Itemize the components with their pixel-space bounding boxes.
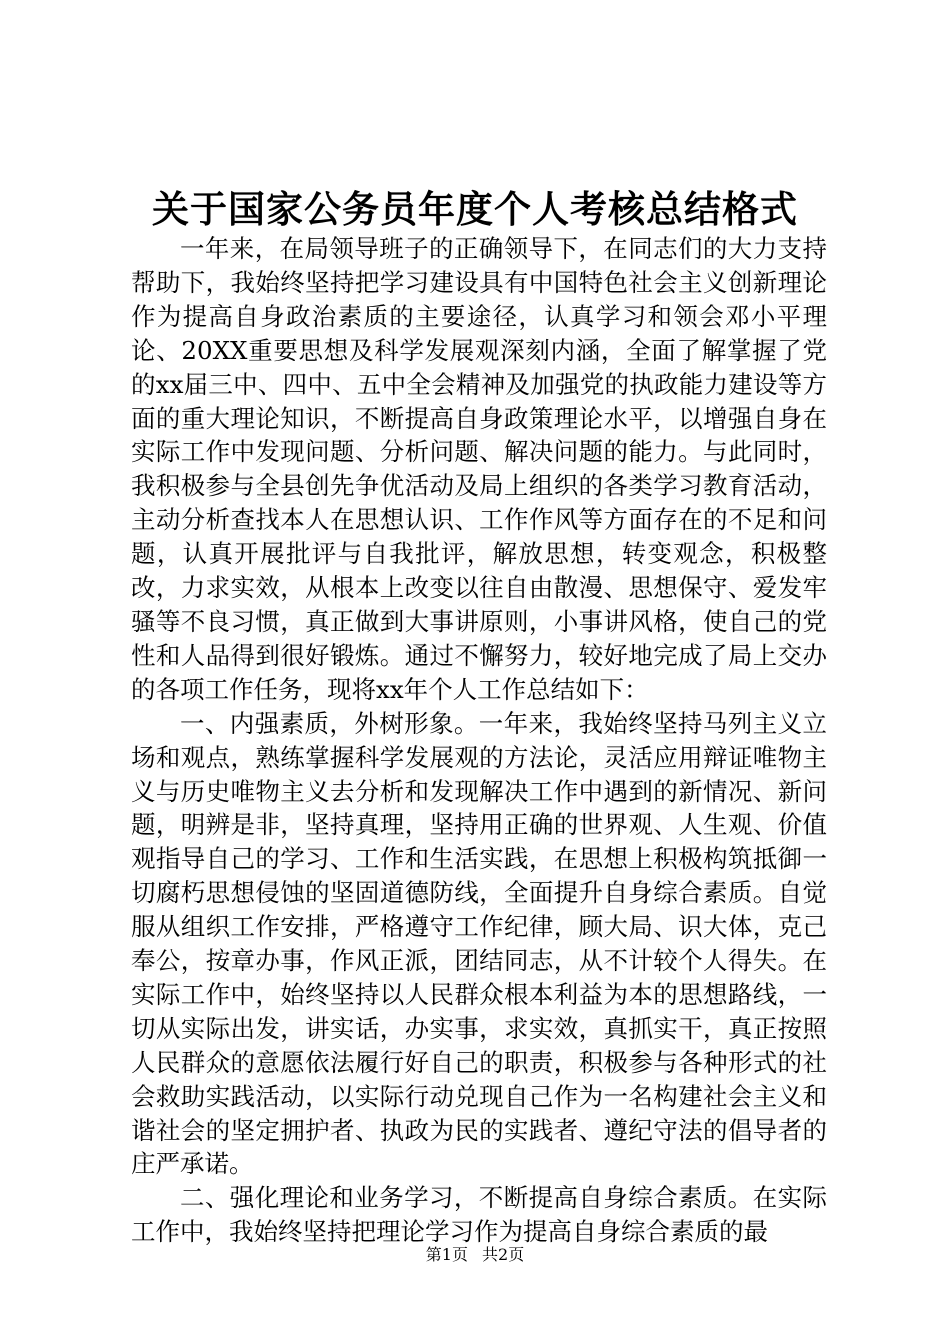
paragraph-intro: 一年来，在局领导班子的正确领导下，在同志们的大力支持帮助下，我始终坚持把学习建设具有中国特色社会主义创新理论作为提高自身政治素质的主要途径，认真学习和领会邓小平理论、20XX重要思想及科学发展观深刻内涵，全面了解掌握了党的xx届三中、四中、五中全会精神及加强党的执政能力建设等方面的重大理论知识，不断提高自身政策理论水平，以增强自身在实际工作中发现问题、分析问题、解决问题的能力。与此同时，我积极参与全县创先争优活动及局上组织的各类学习教育活动，主动分析查找本人在思想认识、工作作风等方面存在的不足和问题，认真开展批评与自我批评，解放思想，转变观念，积极整改，力求实效，从根本上改变以往自由散漫、思想保守、爱发牢骚等不良习惯，真正做到大事讲原则，小事讲风格，使自己的党性和人品得到很好锻炼。通过不懈努力，较好地完成了局上交办的各项工作任务，现将xx年个人工作总结如下：	[131, 234, 827, 704]
paragraph-section-1: 一、内强素质，外树形象。一年来，我始终坚持马列主义立场和观点，熟练掌握科学发展观的方法论，灵活应用辩证唯物主义与历史唯物主义去分析和发现解决工作中遇到的新情况、新问题，明辨是非，坚持真理，坚持用正确的世界观、人生观、价值观指导自己的学习、工作和生活实践，在思想上积极构筑抵御一切腐朽思想侵蚀的坚固道德防线，全面提升自身综合素质。自觉服从组织工作安排，严格遵守工作纪律，顾大局、识大体，克己奉公，按章办事，作风正派，团结同志，从不计较个人得失。在实际工作中，始终坚持以人民群众根本利益为本的思想路线，一切从实际出发，讲实话，办实事，求实效，真抓实干，真正按照人民群众的意愿依法履行好自己的职责，积极参与各种形式的社会救助实践活动，以实际行动兑现自己作为一名构建社会主义和谐社会的坚定拥护者、执政为民的实践者、遵纪守法的倡导者的庄严承诺。	[131, 708, 827, 1179]
page-number: 第1页	[425, 1245, 468, 1264]
page-total: 共2页	[482, 1245, 525, 1264]
document-body	[131, 232, 827, 1249]
paragraph-section-2: 二、强化理论和业务学习，不断提高自身综合素质。在实际工作中，我始终坚持把理论学习作为提高自身综合素质的最	[131, 1183, 827, 1247]
page-footer	[0, 1244, 950, 1266]
document-title: 关于国家公务员年度个人考核总结格式	[152, 187, 798, 231]
